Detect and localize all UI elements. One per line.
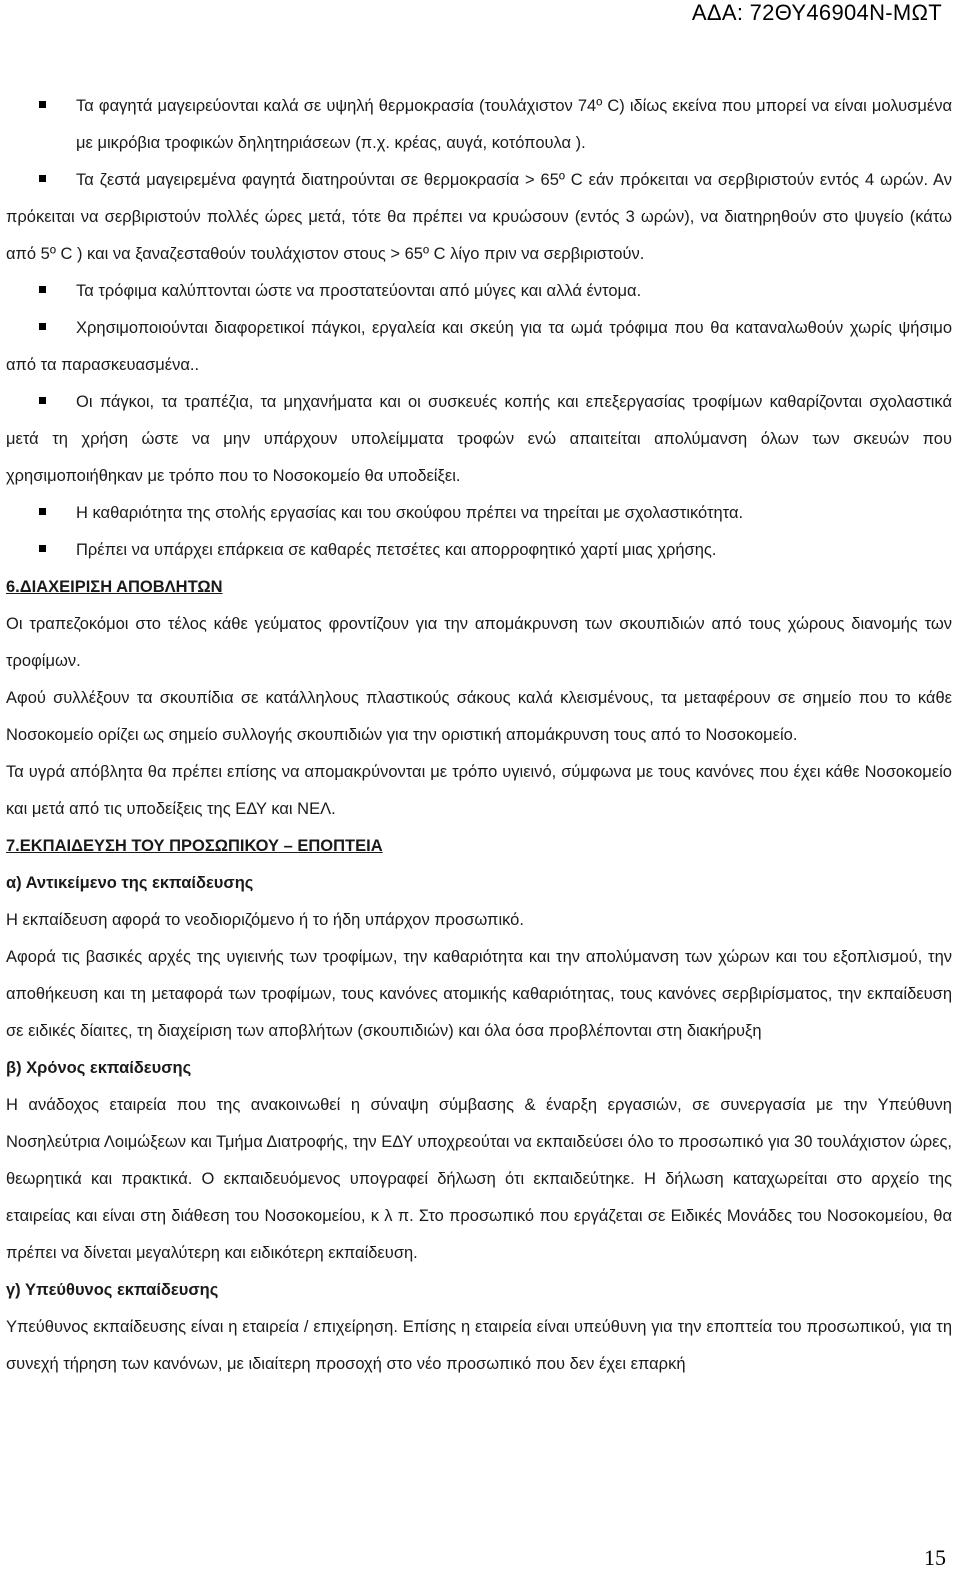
bullet-item (6, 88, 952, 162)
bullet-item (6, 273, 952, 310)
section-heading: 7.ΕΚΠΑΙΔΕΥΣΗ ΤΟΥ ΠΡΟΣΩΠΙΚΟΥ – ΕΠΟΠΤΕΙΑ (6, 837, 383, 855)
square-bullet-icon (39, 286, 46, 293)
bullet-text: Οι πάγκοι, τα τραπέζια, τα μηχανήματα και οι συσκευές κοπής και επεξεργασίας τροφίμων καθαρίζονται σχολαστικά μετά τη χρήση ώστε να μην υπάρχουν υπολείμματα τροφών ενώ απαιτείται απολύμανση όλων των σκευών που χρησιμοποιήθηκαν με τρόπο που το Νοσοκομείο θα υποδείξει. (6, 393, 952, 485)
bullet-text: Πρέπει να υπάρχει επάρκεια σε καθαρές πετσέτες και απορροφητικό χαρτί μιας χρήσης. (76, 541, 717, 559)
square-bullet-icon (39, 508, 46, 515)
square-bullet-icon (39, 175, 46, 182)
bullet-item (6, 532, 952, 569)
bullet-item (6, 310, 952, 384)
bullet-text: Χρησιμοποιούνται διαφορετικοί πάγκοι, εργαλεία και σκεύη για τα ωμά τρόφιμα που θα καταναλωθούν χωρίς ψήσιμο από τα παρασκευασμένα.. (6, 319, 952, 374)
bullet-text: Τα φαγητά μαγειρεύονται καλά σε υψηλή θερμοκρασία (τουλάχιστον 74º C) ιδίως εκείνα που μπορεί να είναι μολυσμένα με μικρόβια τροφικών δηλητηριάσεων (π.χ. κρέας, αυγά, κοτόπουλα ). (76, 97, 952, 152)
paragraph: Αφορά τις βασικές αρχές της υγιεινής των τροφίμων, την καθαριότητα και την απολύμανση των χώρων και του εξοπλισμού, την αποθήκευση και τη μεταφορά των τροφίμων, τους κανόνες ατομικής καθαριότητας, τους κανόνες σερβιρίσματος, την εκπαίδευση σε ειδικές δίαιτες, τη διαχείριση των αποβλήτων (σκουπιδιών) και όλα όσα προβλέπονται στη διακήρυξη (6, 948, 952, 1040)
bullet-item (6, 495, 952, 532)
bullet-text: Τα τρόφιμα καλύπτονται ώστε να προστατεύονται από μύγες και αλλά έντομα. (76, 282, 642, 300)
paragraph: Η εκπαίδευση αφορά το νεοδιοριζόμενο ή το ήδη υπάρχον προσωπικό. (6, 911, 524, 929)
bullet-text: Τα ζεστά μαγειρεμένα φαγητά διατηρούνται σε θερμοκρασία > 65º C εάν πρόκειται να σερβιριστούν εντός 4 ωρών. Αν πρόκειται να σερβιριστούν πολλές ώρες μετά, τότε θα πρέπει να κρυώσουν (εντός 3 ωρών), να διατηρηθούν στο ψυγείο (κάτω από 5º C ) και να ξαναζεσταθούν τουλάχιστον στους > 65º C λίγο πριν να σερβιριστούν. (6, 171, 952, 263)
subsection-heading: β) Χρόνος εκπαίδευσης (6, 1059, 192, 1077)
page-number: 15 (924, 1545, 946, 1570)
ada-code: ΑΔΑ: 72ΘΥ46904Ν-ΜΩΤ (691, 0, 942, 25)
paragraph: Αφού συλλέξουν τα σκουπίδια σε κατάλληλους πλαστικούς σάκους καλά κλεισμένους, τα μεταφέρουν σε σημείο που το κάθε Νοσοκομείο ορίζει ως σημείο συλλογής σκουπιδιών για την οριστική απομάκρυνση τους από το Νοσοκομείο. (6, 689, 952, 744)
document-body (6, 88, 952, 1383)
square-bullet-icon (39, 397, 46, 404)
bullet-item (6, 162, 952, 273)
square-bullet-icon (39, 101, 46, 108)
subsection-heading: α) Αντικείμενο της εκπαίδευσης (6, 874, 254, 892)
paragraph: Οι τραπεζοκόμοι στο τέλος κάθε γεύματος φροντίζουν για την απομάκρυνση των σκουπιδιών από τους χώρους διανομής των τροφίμων. (6, 615, 952, 670)
paragraph: Η ανάδοχος εταιρεία που της ανακοινωθεί η σύναψη σύμβασης & έναρξη εργασιών, σε συνεργασία με την Υπεύθυνη Νοσηλεύτρια Λοιμώξεων και Τμήμα Διατροφής, την ΕΔΥ υποχρεούται να εκπαιδεύσει όλο το προσωπικό για 30 τουλάχιστον ώρες, θεωρητικά και πρακτικά. Ο εκπαιδευόμενος υπογραφεί δήλωση ότι εκπαιδεύτηκε. Η δήλωση καταχωρείται στο αρχείο της εταιρείας και είναι στη διάθεση του Νοσοκομείου, κ λ π. Στο προσωπικό που εργάζεται σε Ειδικές Μονάδες του Νοσοκομείου, θα πρέπει να δίνεται μεγαλύτερη και ειδικότερη εκπαίδευση. (6, 1096, 952, 1262)
section-heading: 6.ΔΙΑΧΕΙΡΙΣΗ ΑΠΟΒΛΗΤΩΝ (6, 578, 223, 596)
paragraph: Υπεύθυνος εκπαίδευσης είναι η εταιρεία / επιχείρηση. Επίσης η εταιρεία είναι υπεύθυνη για την εποπτεία του προσωπικού, για τη συνεχή τήρηση των κανόνων, με ιδιαίτερη προσοχή στο νέο προσωπικό που δεν έχει επαρκή (6, 1318, 952, 1373)
subsection-heading: γ) Υπεύθυνος εκπαίδευσης (6, 1281, 219, 1299)
square-bullet-icon (39, 323, 46, 330)
bullet-text: Η καθαριότητα της στολής εργασίας και του σκούφου πρέπει να τηρείται με σχολαστικότητα. (76, 504, 744, 522)
bullet-item (6, 384, 952, 495)
paragraph: Τα υγρά απόβλητα θα πρέπει επίσης να απομακρύνονται με τρόπο υγιεινό, σύμφωνα με τους κανόνες που έχει κάθε Νοσοκομείο και μετά από τις υποδείξεις της ΕΔΥ και ΝΕΛ. (6, 763, 952, 818)
square-bullet-icon (39, 545, 46, 552)
